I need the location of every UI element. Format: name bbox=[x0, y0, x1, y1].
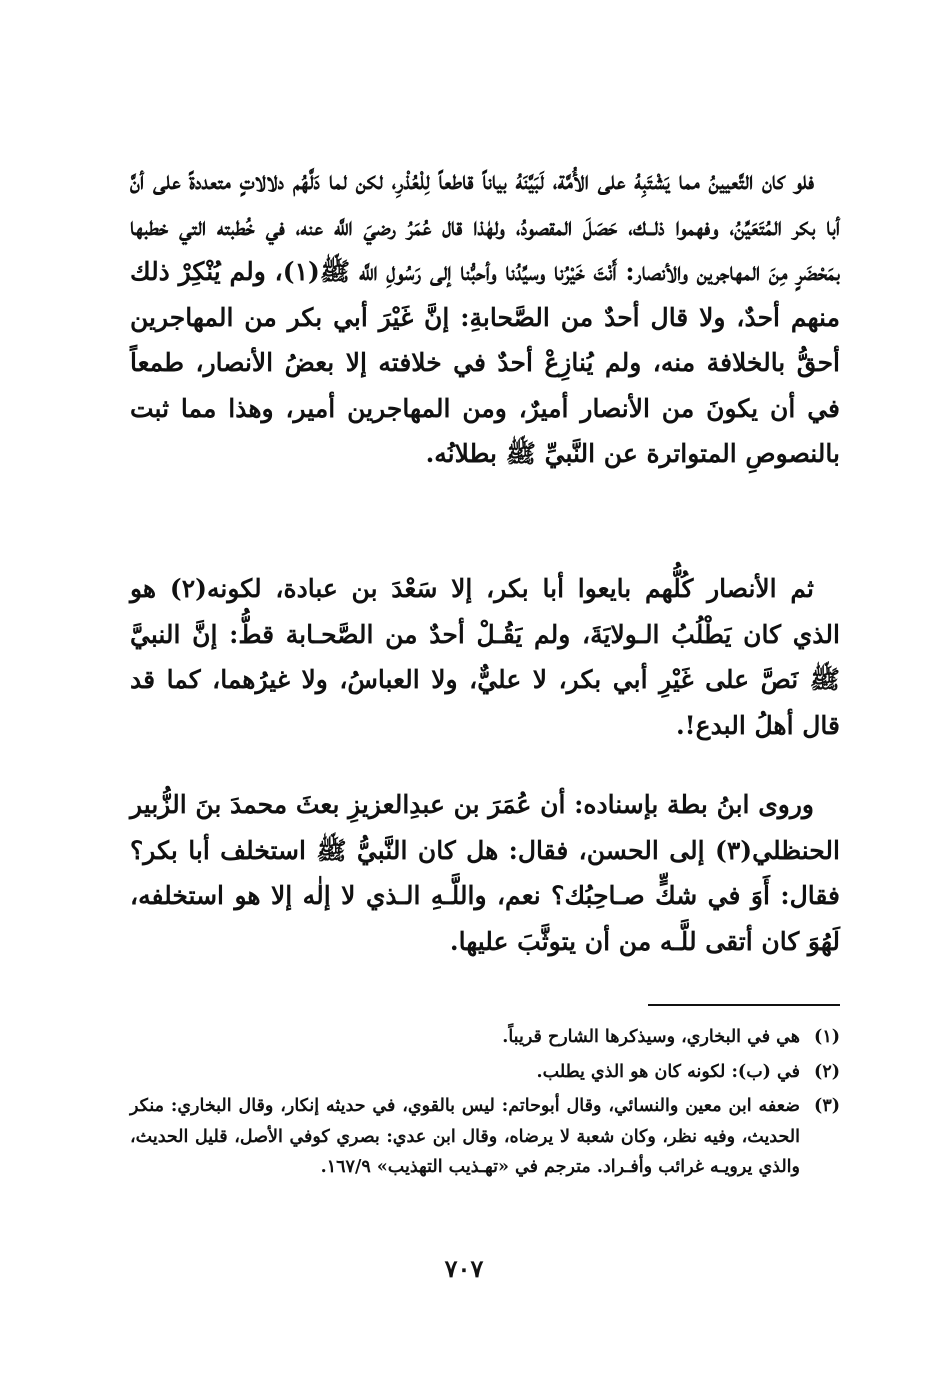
paragraph-text: فلو كان التَّعيينُ مما يَشْتَبِهُ على الأُمَّة، لَبَيَّنَهُ بياناً قاطعاً لِلْعُذْرِ، لكن لما دَلَّهُم دلالاتٍ متعددةً على أنَّ أبا بكر المُتَعَيِّنُ، وفهموا ذلــك، حَصَلَ المقصودُ، ولهٰذا قال عُمَرُ رضيَ اللَّه عنه، في خُطبته التي خطبها بمَحْضَرٍ مِنَ المهاجرين والأنصار: أَنْتَ خَيْرُنا وسيِّدُنا وأحبُّنا إلى رَسُولِ اللَّه ﷺ(١)، ولم يُنْكِرْ ذلك منهم أحدٌ، ولا قال أحدٌ من الصَّحابةِ: إنَّ غَيْرَ أبي بكر من المهاجرين أحقُّ بالخلافة منه، ولم يُنازِعْ أحدٌ في خلافته إلا بعضُ الأنصار، طمعاً في أن يكونَ من الأنصار أميرٌ، ومن المهاجرين أمير، وهذا مما ثبت بالنصوصِ المتواترة عن النَّبيِّ ﷺ بطلانُه. bbox=[130, 166, 840, 468]
footnote-2 bbox=[130, 1057, 840, 1088]
footnote-text: ضعفه ابن معين والنسائي، وقال أبوحاتم: ليس بالقوي، في حديثه إنكار، وقال البخاري: منكر الحديث، وفيه نظر، وكان شعبة لا يرضاه، وقال ابن عدي: بصري كوفي الأصل، قليل الحديث، والذي يرويـه غرائب وأفـراد. مترجم في «تهـذيب التهذيب» ١٦٧/٩. bbox=[130, 1096, 800, 1177]
footnote-number: (٢) bbox=[814, 1061, 840, 1082]
footnote-text: هي في البخاري، وسيذكرها الشارح قريباً. bbox=[502, 1027, 800, 1047]
page-number: ٧٠٧ bbox=[444, 1254, 484, 1283]
footnotes-section bbox=[130, 1022, 840, 1187]
paragraph-text: ثم الأنصار كُلُّهم بايعوا أبا بكر، إلا سَعْدَ بن عبادة، لكونه(٢) هو الذي كان يَطْلُبُ الـولايَةَ، ولم يَقُـلْ أحدٌ من الصَّحـابة قطُّ: إنَّ النبيَّ ﷺ نَصَّ على غَيْرِ أبي بكر، لا عليٌّ، ولا العباسُ، ولا غيرُهما، كما قد قال أهلُ البدع!. bbox=[130, 574, 840, 740]
body-paragraph-3 bbox=[130, 782, 840, 964]
paragraph-text: وروى ابنُ بطة بإسناده: أن عُمَرَ بن عبدِالعزيزِ بعثَ محمدَ بنَ الزُّبير الحنظلي(٣) إلى الحسن، فقال: هل كان النَّبيُّ ﷺ استخلف أبا بكر؟ فقال: أَوَ في شكٍّ صـاحِبُك؟ نعم، واللَّـهِ الـذي لا إلٰه إلا هو استخلفه، لَهُوَ كان أتقى للَّـه من أن يتوثَّبَ عليها. bbox=[130, 790, 840, 956]
footnote-number: (٣) bbox=[814, 1096, 840, 1116]
footnote-number: (١) bbox=[814, 1027, 840, 1047]
footnote-divider bbox=[648, 1004, 840, 1006]
body-paragraph-1 bbox=[130, 158, 840, 477]
body-paragraph-2 bbox=[130, 566, 840, 748]
footnote-1 bbox=[130, 1022, 840, 1053]
footnote-text: في (ب): لكونه كان هو الذي يطلب. bbox=[536, 1061, 800, 1082]
footnote-3 bbox=[130, 1091, 840, 1183]
